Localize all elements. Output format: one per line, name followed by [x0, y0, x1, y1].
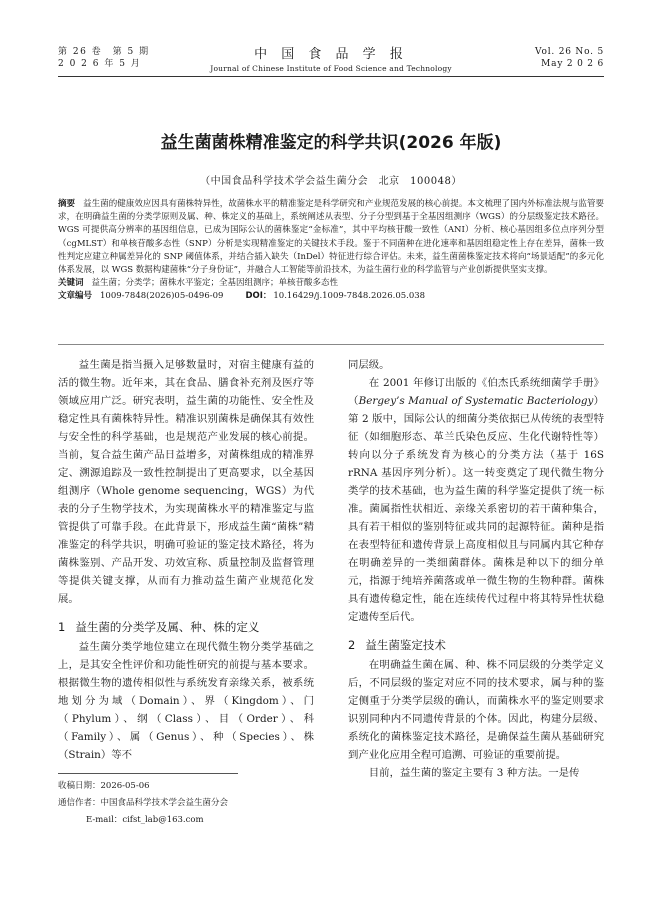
section-heading-2: [348, 636, 604, 654]
article-no-label: 文章编号: [58, 291, 93, 302]
keywords-text: 益生菌；分类学；菌株水平鉴定；全基因组测序；单核苷酸多态性: [91, 278, 339, 289]
section-title: 益生菌鉴定技术: [365, 638, 446, 652]
paragraph-intro: 益生菌是指当摄入足够数量时，对宿主健康有益的活的微生物。近年来，其在食品、膳食补充剂及医疗等领域应用广泛。研究表明，益生菌的功能性、安全性及稳定性具有菌株特异性。精准识别菌株是确保其有效性与安全性的科学基础，也是规范产业发展的核心前提。当前，复合益生菌产品日益增多，对菌株组成的精准界定、溯源追踪及一致性控制提出了更高要求，以全基因组测序（Whole genome sequencing，WGS）为代表的分子生物学技术，为实现菌株水平的精准鉴定与监管提供了可靠手段。在此背景下，形成益生菌“菌株”精准鉴定的科学共识，明确可验证的鉴定技术路径，将为菌株鉴别、产品开发、功效宣称、质量控制及监督管理等提供关键支撑，从而有力推动益生菌产业规范化发展。: [58, 359, 314, 605]
abstract-block: [58, 198, 604, 304]
corr-label: 通信作者：: [58, 798, 101, 808]
abstract-text: 益生菌的健康效应因具有菌株特异性，故菌株水平的精准鉴定是科学研究和产业规范发展的核心前提。本文梳理了国内外标准法规与监管要求，在明确益生菌的分类学原则及属、种、株定义的基础上，系统阐述从表型、分子分型到基于全基因组测序（WGS）的分层级鉴定技术路径。WGS 可提供高分辨率的基因组信息，已成为国际公认的菌株鉴定“金标准”，其中平均核苷酸一致性（ANI）分析、核心基因组多位点序列分型（cgMLST）和单核苷酸多态性（SNP）分析是实现精准鉴定的关键技术手段。鉴于不同菌种在进化速率和基因组稳定性上存在差异，菌株一致性判定应建立种属差异化的 SNP 阈值体系，并结合插入缺失（InDel）特征进行综合评估。未来，益生菌菌株鉴定技术将向“场景适配”的多元化体系发展，以 WGS 数据构建菌株“分子身份证”，并融合人工智能等前沿技术，为益生菌行业的科学监管与产业创新提供坚实支撑。: [58, 199, 604, 276]
footnote-rule: [58, 773, 238, 774]
section-title: 益生菌的分类学及属、种、株的定义: [75, 620, 260, 634]
keywords: [58, 277, 604, 290]
paragraph-identification: 在明确益生菌在属、种、株不同层级的分类学定义后，不同层级的鉴定对应不同的技术要求，属与种的鉴定侧重于分类学层级的确认，而菌株水平的鉴定则要求识别同种内不同遗传背景的个体。因此，构建分层级、系统化的菌株鉴定技术路径，是确保益生菌从基础研究到产业化应用全程可追溯、可验证的重要前提。: [348, 659, 604, 761]
footnote: [58, 773, 314, 829]
volume-issue-cn: 第 26 卷 第 5 期: [58, 47, 150, 57]
received-value: 2026-05-06: [100, 781, 150, 791]
affiliation: （中国食品科学技术学会益生菌分会 北京 100048）: [200, 176, 462, 187]
corresponding-author: [58, 795, 314, 812]
body-column-right: [348, 356, 604, 782]
paragraph-continued: 同层级。: [348, 359, 390, 371]
section-number: 1: [58, 620, 66, 634]
header-rule: [58, 76, 604, 77]
journal-name-cn: 中 国 食 品 学 报: [254, 47, 408, 62]
header-volume-en: [535, 46, 604, 70]
corr-value: 中国食品科学技术学会益生菌分会: [100, 798, 229, 808]
abstract-label: 摘要: [58, 199, 76, 209]
section-heading-1: [58, 618, 314, 636]
doi: 10.16429/j.1009-7848.2026.05.038: [273, 291, 426, 302]
abstract-rule: [58, 344, 604, 345]
bergey-text-a: 在 2001 年修订出版的《伯杰氏系统细菌学手册》（: [348, 377, 604, 407]
keywords-label: 关键词: [58, 278, 84, 289]
email-label: E-mail：: [86, 815, 123, 825]
bergey-manual-title: Bergey’s Manual of Systematic Bacteriology: [358, 395, 594, 407]
paragraph-taxonomy: 益生菌分类学地位建立在现代微生物分类学基础之上，是其安全性评价和功能性研究的前提与基本要求。根据微生物的遗传相似性与系统发育亲缘关系，被系统地划分为域（Domain）、界（Kingdom）、门（Phylum）、纲（Class）、目（Order）、科（Family）、属（Genus）、种（Species）、株（Strain）等不: [58, 641, 314, 761]
article-title: 益生菌菌株精准鉴定的科学共识(2026 年版): [160, 133, 502, 153]
volume-issue-en: Vol. 26 No. 5: [535, 47, 604, 57]
abstract: [58, 198, 604, 277]
email-value: cifst_lab@163.com: [122, 815, 204, 825]
bergey-text-b: ）第 2 版中，国际公认的细菌分类依据已从传统的表型特征（如细胞形态、革兰氏染色反应、生化代谢特性等）转向以分子系统发育为核心的分类方法（基于 16S rRNA 基因序列分析）。这一转变奠定了现代微生物分类学的技术基础，也为益生菌的科学鉴定提供了统一标准。菌属指性状相近、亲缘关系密切的若干菌种集合，具有若干相似的鉴别特征或共同的起源特征。菌种是指在表型特征和遗传背景上高度相似且与同属内其它种存在明确差异的一类细菌群体。菌株是种以下的细分单元，指源于纯培养菌落或单一微生物的生物种群。菌株具有遗传稳定性，能在连续传代过程中将其特异性状稳定遗传至后代。: [348, 395, 604, 623]
doi-label: DOI：: [245, 291, 272, 302]
email: [58, 812, 314, 829]
journal-name-en: Journal of Chinese Institute of Food Science and Technology: [210, 64, 452, 73]
body-column-left: [58, 356, 314, 764]
article-meta: [58, 290, 604, 303]
section-number: 2: [348, 638, 356, 652]
month-year-en: May 2 0 2 6: [541, 59, 604, 69]
received-label: 收稿日期：: [58, 781, 101, 791]
article-no: 1009-7848(2026)05-0496-09: [100, 291, 224, 302]
paragraph-methods: 目前，益生菌的鉴定主要有 3 种方法。一是传: [368, 767, 580, 779]
paragraph-bergey: [348, 374, 604, 626]
received-date: [58, 778, 314, 795]
year-month-cn: 2 0 2 6 年 5 月: [58, 59, 142, 69]
